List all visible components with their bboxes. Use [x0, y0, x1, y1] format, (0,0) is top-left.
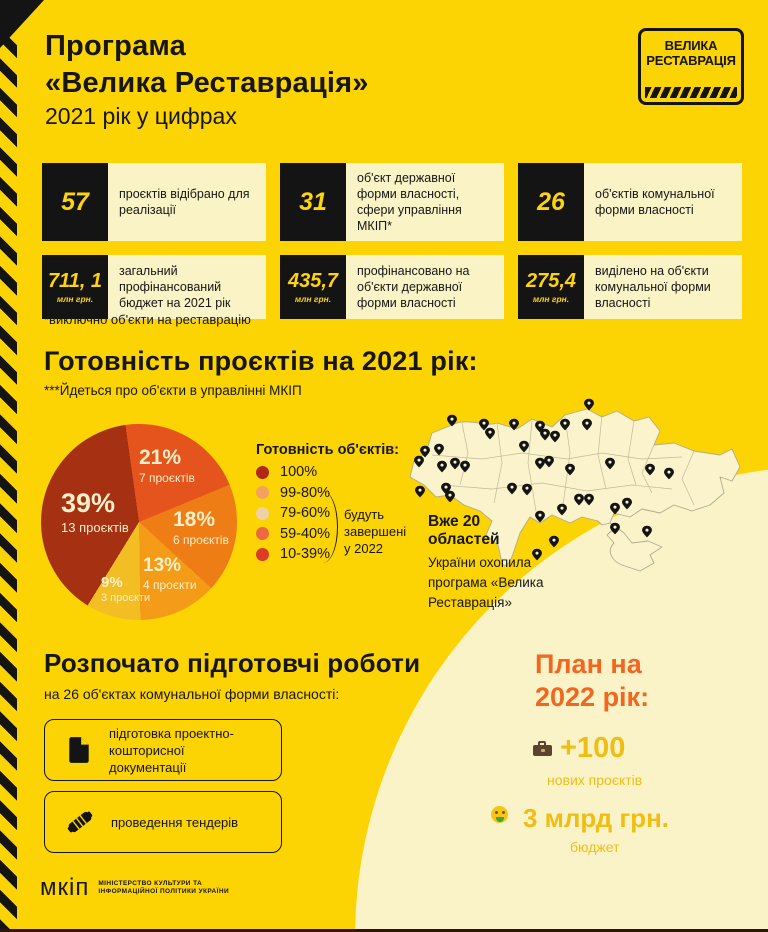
logo-hazard-stripe	[645, 87, 737, 98]
stat-value-box	[42, 255, 108, 319]
ministry-footer	[40, 876, 229, 900]
stat-label: об'єктів комунальної форми власності	[595, 187, 715, 217]
stat-value: 26	[537, 187, 565, 216]
document-icon	[66, 736, 92, 764]
readiness-note: ***Йдеться про об'єкти в управлінні МКІП	[44, 383, 302, 398]
legend-row-79-60: 79-60%	[256, 507, 406, 520]
money-face-icon	[491, 806, 508, 823]
legend-dot-icon	[256, 466, 269, 479]
work-item-tenders: проведення тендерів	[44, 791, 282, 853]
stat-card-communal-budget	[518, 255, 742, 319]
stat-unit: млн грн.	[532, 294, 570, 304]
plan-2022-section	[490, 648, 740, 878]
map-pin-icon	[445, 491, 455, 503]
logo-text-line2: РЕСТАВРАЦІЯ	[646, 53, 736, 68]
plan-budget-label: бюджет	[570, 839, 620, 855]
logo-text-line1: ВЕЛИКА	[664, 38, 718, 53]
readiness-heading: Готовність проєктів на 2021 рік:	[44, 346, 478, 376]
stats-grid	[42, 163, 742, 319]
plan-heading: План на 2022 рік:	[535, 649, 650, 712]
stat-card-state-budget	[280, 255, 504, 319]
readiness-pie-chart	[41, 424, 237, 620]
works-heading: Розпочато підготовчі роботи	[44, 648, 421, 678]
pie-label-21: 21% 7 проєктів	[139, 446, 195, 485]
pie-label-39: 39% 13 проєктів	[61, 488, 129, 535]
stat-value: 711, 1	[47, 270, 103, 292]
legend-bracket-note: будуть завершені у 2022	[344, 507, 407, 556]
map-pin-icon	[584, 399, 594, 411]
stat-card-state-objects	[280, 163, 504, 241]
plan-budget-value: 3 млрд грн.	[523, 803, 670, 833]
hazard-stripe-border	[0, 0, 17, 932]
stat-unit: млн грн.	[294, 294, 332, 304]
stat-value: 31	[299, 187, 327, 216]
stat-value-box	[280, 255, 346, 319]
legend-row-99-80: 99-80%	[256, 486, 406, 499]
page-subtitle: 2021 рік у цифрах	[45, 103, 237, 129]
map-pin-icon	[549, 536, 559, 548]
stat-unit: млн грн.	[56, 294, 94, 304]
stat-label: виділено на об'єкти комунальної форми власності	[595, 264, 711, 310]
handshake-icon	[66, 808, 94, 836]
stat-card-projects	[42, 163, 266, 241]
pie-label-9: 9% 3 проєкти	[101, 574, 151, 604]
legend-row-10-39: 10-39%	[256, 548, 406, 561]
plan-projects-label: нових проєктів	[547, 772, 643, 788]
stat-label: загальний профінансований бюджет на 2021 рік	[119, 264, 231, 310]
map-pin-icon	[642, 526, 652, 538]
stat-value-box	[518, 255, 584, 319]
pie-label-13: 13% 4 проєкти	[143, 555, 197, 592]
stat-label: проєктів відібрано для реалізації	[119, 187, 250, 217]
stat-label: об'єкт державної форми власності, сфери управління МКІП*	[357, 171, 462, 233]
stat-value: 275,4	[525, 270, 577, 292]
legend-dot-icon	[256, 527, 269, 540]
mkip-logo: мкіп	[40, 874, 90, 901]
map-pin-icon	[415, 486, 425, 498]
restoration-footnote: *виключно об'єкти на реставрацію	[44, 312, 251, 327]
works-subheading: на 26 об'єктах комунальної форми власності:	[44, 686, 340, 702]
legend-dot-icon	[256, 507, 269, 520]
briefcase-icon	[533, 740, 552, 756]
legend-dot-icon	[256, 548, 269, 561]
stat-label: профінансовано на об'єкти державної форми власності	[357, 264, 470, 310]
stat-value-box	[42, 163, 108, 241]
work-item-documentation: підготовка проектно-кошторисної документації	[44, 719, 282, 781]
legend-title: Готовність об'єктів:	[256, 442, 399, 458]
page-title	[45, 28, 369, 102]
pie-label-18: 18% 6 проєктів	[173, 508, 229, 547]
legend-row-59-40: 59-40%	[256, 527, 406, 540]
map-caption-bold: Вже 20 областей	[428, 513, 500, 548]
stat-card-total-budget	[42, 255, 266, 319]
stat-card-communal-objects	[518, 163, 742, 241]
title-line-1: Програма	[45, 30, 186, 62]
legend-dot-icon	[256, 486, 269, 499]
map-caption: Вже 20 областей України охопила програма «Велика Реставрація»	[428, 513, 548, 613]
stat-value: 57	[61, 187, 89, 216]
plan-projects-value: +100	[560, 732, 626, 764]
stat-value-box	[280, 163, 346, 241]
title-line-2: «Велика Реставрація»	[45, 67, 369, 99]
ministry-name: МІНІСТЕРСТВО КУЛЬТУРИ ТА ІНФОРМАЦІЙНОЇ ПОЛІТИКИ УКРАЇНИ	[98, 879, 230, 895]
readiness-legend	[256, 442, 406, 561]
stat-value: 435,7	[287, 270, 339, 292]
program-logo-badge	[638, 28, 744, 105]
stat-value-box	[518, 163, 584, 241]
legend-row-100: 100%	[256, 466, 406, 479]
